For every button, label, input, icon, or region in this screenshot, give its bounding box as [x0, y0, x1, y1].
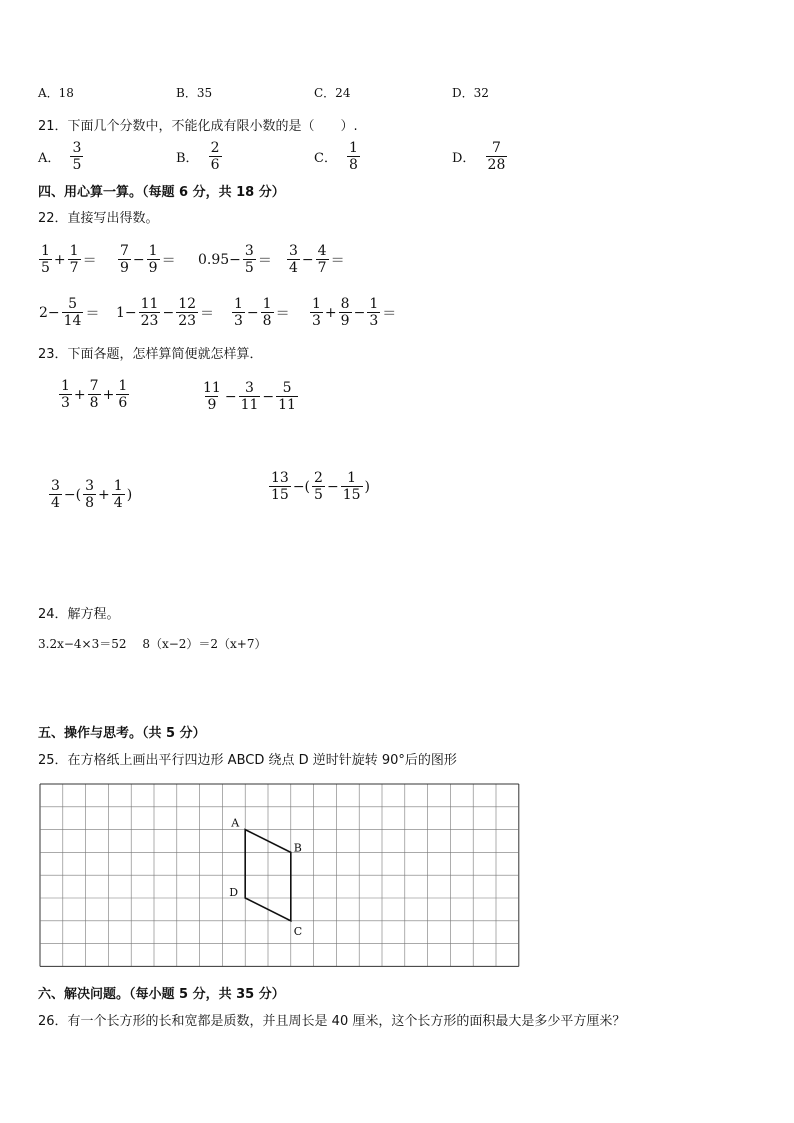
- q24-equations: 3.2x−4×3＝52 8（x−2）＝2（x+7）: [38, 637, 267, 651]
- section5-title: 五、操作与思考。（共 5 分）: [38, 726, 206, 741]
- q22-r2-e4: $\frac{1}{3}$ + $\frac{8}{9}$ − $\frac{1}{3}$ ＝: [312, 296, 397, 329]
- q23-a: $\frac{1}{3}$ + $\frac{7}{8}$ + $\frac{1}{6}$: [61, 378, 128, 411]
- q21-option-a: A． $\frac{3}{5}$: [38, 140, 82, 173]
- point-label-a: A: [231, 816, 240, 830]
- q23-d: $\frac{13}{15}$ −( $\frac{2}{5}$ − $\frac{1}{15}$ ): [271, 470, 370, 503]
- q21-option-c: C． $\frac{1}{8}$: [314, 140, 358, 173]
- q23-b: $\frac{11}{9}$ − $\frac{3}{11}$ − $\frac{5}{11}$: [203, 380, 296, 413]
- q20-option-d: D．32: [452, 86, 489, 100]
- q22-r2-e2: 1− $\frac{11}{23}$ − $\frac{12}{23}$ ＝: [116, 296, 215, 329]
- q22-r1-e3: 0.95− $\frac{3}{5}$ ＝: [198, 243, 272, 276]
- q22-r1-e2: $\frac{7}{9}$ − $\frac{1}{9}$ ＝: [120, 243, 176, 276]
- q22-r2-e1: 2− $\frac{5}{14}$ ＝: [39, 296, 100, 329]
- section4-title: 四、用心算一算。（每题 6 分，共 18 分）: [38, 185, 285, 200]
- q21-text: 21．下面几个分数中，不能化成有限小数的是（ ）.: [38, 119, 358, 134]
- q21-option-d: D． $\frac{7}{28}$: [452, 140, 506, 173]
- point-label-d: D: [229, 886, 239, 899]
- q22-text: 22．直接写出得数。: [38, 211, 159, 226]
- graph-paper-grid: [40, 784, 519, 966]
- q20-option-a: A．18: [38, 86, 74, 100]
- section6-title: 六、解决问题。（每小题 5 分，共 35 分）: [38, 987, 285, 1002]
- q23-c: $\frac{3}{4}$ −( $\frac{3}{8}$ + $\frac{1}{4}$ ): [51, 478, 133, 511]
- q26-text: 26．有一个长方形的长和宽都是质数，并且周长是 40 厘米，这个长方形的面积最大是多少平方厘米？: [38, 1014, 626, 1029]
- q22-r1-e4: $\frac{3}{4}$ − $\frac{4}{7}$ ＝: [289, 243, 345, 276]
- q21-option-b: B． $\frac{2}{6}$: [176, 140, 220, 173]
- point-label-c: C: [293, 924, 303, 938]
- q24-text: 24．解方程。: [38, 607, 120, 622]
- point-label-b: B: [293, 841, 302, 855]
- q22-r2-e3: $\frac{1}{3}$ − $\frac{1}{8}$ ＝: [234, 296, 290, 329]
- q22-r1-e1: $\frac{1}{5}$ + $\frac{1}{7}$ ＝: [41, 243, 97, 276]
- q25-text: 25．在方格纸上画出平行四边形 ABCD 绕点 D 逆时针旋转 90°后的图形: [38, 753, 457, 768]
- q20-option-c: C．24: [314, 86, 351, 100]
- q23-text: 23．下面各题，怎样算简便就怎样算．: [38, 347, 263, 362]
- q20-option-b: B．35: [176, 86, 213, 100]
